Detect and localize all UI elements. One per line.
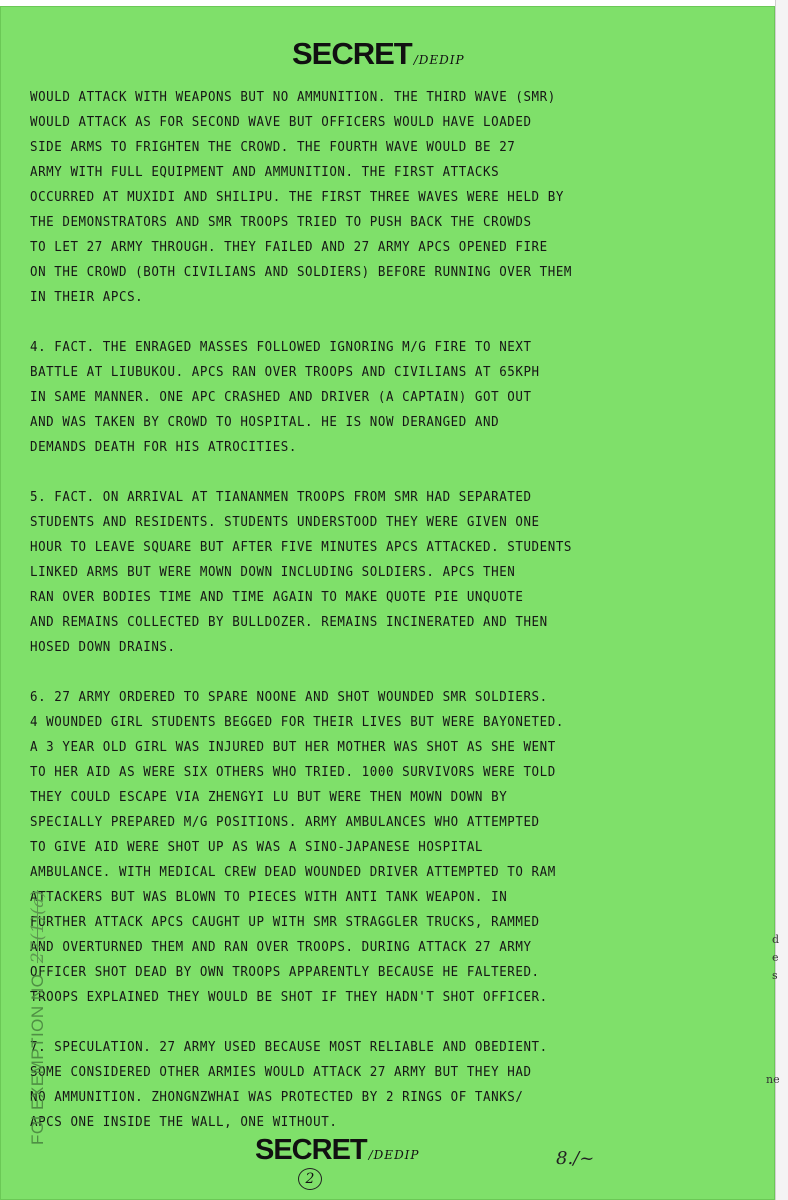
header-classification-stamp [292,36,465,72]
text-line: STUDENTS AND RESIDENTS. STUDENTS UNDERSTOOD THEY WERE GIVEN ONE [30,515,540,530]
text-line: TO LET 27 ARMY THROUGH. THEY FAILED AND 27 ARMY APCS OPENED FIRE [30,240,548,255]
text-line: AND WAS TAKEN BY CROWD TO HOSPITAL. HE IS NOW DERANGED AND [30,415,500,430]
text-line: TO HER AID AS WERE SIX OTHERS WHO TRIED. 1000 SURVIVORS WERE TOLD [30,765,556,780]
text-line: OFFICER SHOT DEAD BY OWN TROOPS APPARENTLY BECAUSE HE FALTERED. [30,965,540,980]
text-line: SOME CONSIDERED OTHER ARMIES WOULD ATTACK 27 ARMY BUT THEY HAD [30,1065,532,1080]
text-line: SIDE ARMS TO FRIGHTEN THE CROWD. THE FOURTH WAVE WOULD BE 27 [30,140,516,155]
foi-exemption-stamp [28,890,48,1145]
foi-exemption-label: FOI EXEMPTION NO. [28,968,47,1145]
classification-label: SECRET [255,1134,367,1166]
text-line: IN THEIR APCS. [30,290,144,305]
edge-text-fragment: d [772,933,780,946]
text-line: NO AMMUNITION. ZHONGNZWHAI WAS PROTECTED BY 2 RINGS OF TANKS/ [30,1090,524,1105]
paragraph-continuation [30,85,714,310]
text-line: 6. 27 ARMY ORDERED TO SPARE NOONE AND SHOT WOUNDED SMR SOLDIERS. [30,690,548,705]
text-line: APCS ONE INSIDE THE WALL, ONE WITHOUT. [30,1115,338,1130]
text-line: SPECIALLY PREPARED M/G POSITIONS. ARMY AMBULANCES WHO ATTEMPTED [30,815,540,830]
document-body [30,85,714,1160]
edge-text-fragment: s [772,969,778,982]
paragraph-para-6 [30,685,714,1010]
text-line: ARMY WITH FULL EQUIPMENT AND AMMUNITION. THE FIRST ATTACKS [30,165,500,180]
paragraph-para-5 [30,485,714,660]
text-line: 4 WOUNDED GIRL STUDENTS BEGGED FOR THEIR LIVES BUT WERE BAYONETED. [30,715,564,730]
text-line: 5. FACT. ON ARRIVAL AT TIANANMEN TROOPS FROM SMR HAD SEPARATED [30,490,532,505]
text-line: HOUR TO LEAVE SQUARE BUT AFTER FIVE MINUTES APCS ATTACKED. STUDENTS [30,540,573,555]
handwritten-folio-number: 8./~ [556,1148,595,1169]
text-line: A 3 YEAR OLD GIRL WAS INJURED BUT HER MOTHER WAS SHOT AS SHE WENT [30,740,556,755]
text-line: ON THE CROWD (BOTH CIVILIANS AND SOLDIERS) BEFORE RUNNING OVER THEM [30,265,573,280]
text-line: THE DEMONSTRATORS AND SMR TROOPS TRIED TO PUSH BACK THE CROWDS [30,215,532,230]
text-line: LINKED ARMS BUT WERE MOWN DOWN INCLUDING SOLDIERS. APCS THEN [30,565,516,580]
footer-classification-stamp [255,1134,420,1167]
text-line: 7. SPECULATION. 27 ARMY USED BECAUSE MOST RELIABLE AND OBEDIENT. [30,1040,548,1055]
classification-label: SECRET [292,36,412,71]
text-line: AND REMAINS COLLECTED BY BULLDOZER. REMAINS INCINERATED AND THEN [30,615,548,630]
handwritten-annotation: /DEDIP [413,53,465,67]
circled-page-number: 2 [298,1168,322,1190]
text-line: OCCURRED AT MUXIDI AND SHILIPU. THE FIRST THREE WAVES WERE HELD BY [30,190,564,205]
text-line: AND OVERTURNED THEM AND RAN OVER TROOPS. DURING ATTACK 27 ARMY [30,940,532,955]
paragraph-para-7 [30,1035,714,1135]
text-line: RAN OVER BODIES TIME AND TIME AGAIN TO MAKE QUOTE PIE UNQUOTE [30,590,524,605]
text-line: AMBULANCE. WITH MEDICAL CREW DEAD WOUNDED DRIVER ATTEMPTED TO RAM [30,865,556,880]
text-line: IN SAME MANNER. ONE APC CRASHED AND DRIVER (A CAPTAIN) GOT OUT [30,390,532,405]
text-line: DEMANDS DEATH FOR HIS ATROCITIES. [30,440,297,455]
text-line: TO GIVE AID WERE SHOT UP AS WAS A SINO-JAPANESE HOSPITAL [30,840,484,855]
text-line: TROOPS EXPLAINED THEY WOULD BE SHOT IF THEY HADN'T SHOT OFFICER. [30,990,548,1005]
text-line: FURTHER ATTACK APCS CAUGHT UP WITH SMR STRAGGLER TRUCKS, RAMMED [30,915,540,930]
text-line: WOULD ATTACK WITH WEAPONS BUT NO AMMUNITION. THE THIRD WAVE (SMR) [30,90,556,105]
text-line: HOSED DOWN DRAINS. [30,640,176,655]
handwritten-annotation: /DEDIP [368,1148,420,1162]
text-line: 4. FACT. THE ENRAGED MASSES FOLLOWED IGNORING M/G FIRE TO NEXT [30,340,532,355]
paragraph-para-4 [30,335,714,460]
edge-text-fragment: ne [766,1073,780,1086]
text-line: THEY COULD ESCAPE VIA ZHENGYI LU BUT WERE THEN MOWN DOWN BY [30,790,508,805]
text-line: WOULD ATTACK AS FOR SECOND WAVE BUT OFFICERS WOULD HAVE LOADED [30,115,532,130]
text-line: ATTACKERS BUT WAS BLOWN TO PIECES WITH ANTI TANK WEAPON. IN [30,890,508,905]
edge-text-fragment: e [772,951,779,964]
text-line: BATTLE AT LIUBUKOU. APCS RAN OVER TROOPS AND CIVILIANS AT 65KPH [30,365,540,380]
foi-exemption-handwritten-number: 27(1)(a) [28,890,48,964]
background-page-edge [775,0,788,1200]
